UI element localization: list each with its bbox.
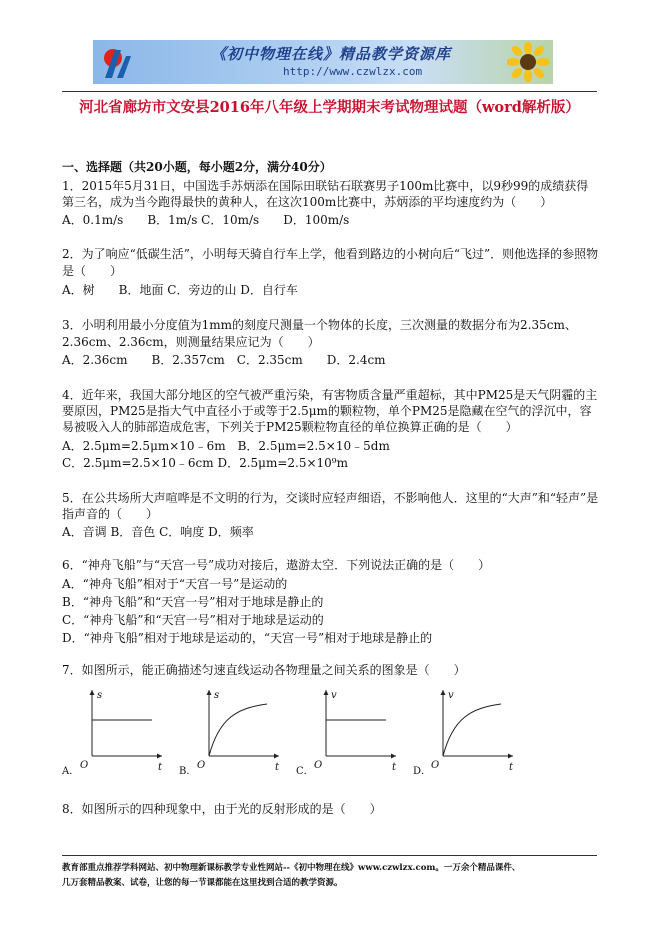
question-line: 1．2015年5月31日，中国选手苏炳添在国际田联钻石联赛男子100m比赛中，以9秒99的成绩获得 (62, 179, 589, 193)
answer-options: A．2.36cm B．2.357cm C．2.35cm D．2.4cm (62, 353, 386, 367)
question-line: 5．在公共场所大声喧哗是不文明的行为，交谈时应轻声细语，不影响他人．这里的“大声”和“轻声”是 (62, 491, 599, 505)
footer-divider (62, 855, 597, 856)
y-axis-label: s (97, 690, 103, 701)
answer-options: A．2.5μm=2.5μm×10﹣6m B．2.5μm=2.5×10﹣5dm (62, 439, 390, 453)
graph-option-label: C． (296, 766, 314, 777)
section-heading: 一、选择题（共20小题，每小题2分，满分40分） (62, 160, 332, 174)
x-axis-label: t (509, 762, 514, 773)
y-axis-arrow-icon (324, 690, 329, 695)
answer-options: A．树 B．地面 C．旁边的山 D．自行车 (62, 283, 298, 297)
header-banner (93, 40, 553, 84)
motion-graphs (62, 684, 532, 784)
x-axis-arrow-icon (157, 754, 162, 759)
x-axis-label: t (275, 762, 280, 773)
document-title: 河北省廊坊市文安县2016年八年级上学期期末考试物理试题（word解析版） (79, 99, 580, 116)
footer-line: 教育部重点推荐学科网站、初中物理新课标教学专业性网站--《初中物理在线》www.czwlzx.com。一万余个精品课件、 (62, 863, 521, 873)
question-line: 3．小明利用最小分度值为1mm的刻度尺测量一个物体的长度，三次测量的数据分布为2.35cm、 (62, 318, 577, 332)
answer-options: C．2.5μm=2.5×10﹣6cm D．2.5μm=2.5×10⁹m (62, 456, 348, 470)
question-line: 2．为了响应“低碳生活”，小明每天骑自行车上学，他看到路边的小树向后“飞过”．则他选择的参照物 (62, 247, 599, 261)
question-line: 8．如图所示的四种现象中，由于光的反射形成的是（ ） (62, 802, 382, 816)
answer-options: C．“神舟飞船”和“天宫一号”相对于地球是运动的 (62, 613, 324, 627)
x-axis-arrow-icon (274, 754, 279, 759)
answer-options: A．0.1m/s B．1m/s C．10m/s D．100m/s (62, 213, 350, 227)
question-line: 6．“神舟飞船”与“天宫一号”成功对接后，遨游太空．下列说法正确的是（ ） (62, 558, 491, 572)
graph-curve (443, 704, 501, 756)
sunflower-icon (507, 42, 549, 82)
x-axis-arrow-icon (508, 754, 513, 759)
y-axis-arrow-icon (90, 690, 95, 695)
x-axis-label: t (392, 762, 397, 773)
question-line: 易被吸入人的肺部造成危害，下列关于PM25颗粒物直径的单位换算正确的是（ ） (62, 420, 518, 434)
answer-options: D．“神舟飞船”相对于地球是运动的，“天宫一号”相对于地球是静止的 (62, 631, 433, 645)
banner-title: 《初中物理在线》精品教学资源库 (211, 45, 452, 63)
y-axis-arrow-icon (207, 690, 212, 695)
question-line: 4．近年来，我国大部分地区的空气被严重污染，有害物质含量严重超标，其中PM25是天气阴霾的主 (62, 388, 598, 402)
header-divider (62, 91, 597, 92)
origin-label: O (314, 760, 323, 771)
graph-curve (209, 704, 267, 756)
x-axis-arrow-icon (391, 754, 396, 759)
question-line: 指声音的（ ） (62, 507, 159, 521)
footer-line: 几万套精品教案、试卷，让您的每一节课都能在这里找到合适的教学资源。 (62, 878, 343, 888)
origin-label: O (80, 760, 89, 771)
question-line: 7．如图所示，能正确描述匀速直线运动各物理量之间关系的图象是（ ） (62, 663, 466, 677)
graph-option-label: A． (62, 766, 80, 777)
graph-option-label: B． (179, 766, 197, 777)
x-axis-label: t (158, 762, 163, 773)
question-line: 第三名，成为当今跑得最快的黄种人，在这次100m比赛中，苏炳添的平均速度约为（ ） (62, 195, 553, 209)
question-line: 是（ ） (62, 264, 123, 278)
question-line: 要原因，PM25是指大气中直径小于或等于2.5μm的颗粒物，单个PM25是隐藏在空气的浮沉中，容 (62, 404, 592, 418)
y-axis-label: s (214, 690, 220, 701)
banner-url: http://www.czwlzx.com (283, 65, 423, 78)
y-axis-label: v (331, 690, 337, 701)
graph-option-label: D． (413, 766, 432, 777)
origin-label: O (431, 760, 440, 771)
answer-options: A．“神舟飞船”相对于“天宫一号”是运动的 (62, 577, 288, 591)
question-line: 2.36cm、2.36cm，则测量结果应记为（ ） (62, 335, 320, 349)
y-axis-label: v (448, 690, 454, 701)
answer-options: A．音调 B．音色 C．响度 D．频率 (62, 525, 254, 539)
answer-options: B．“神舟飞船”和“天宫一号”相对于地球是静止的 (62, 595, 324, 609)
origin-label: O (197, 760, 206, 771)
site-logo-icon (99, 42, 135, 82)
y-axis-arrow-icon (441, 690, 446, 695)
